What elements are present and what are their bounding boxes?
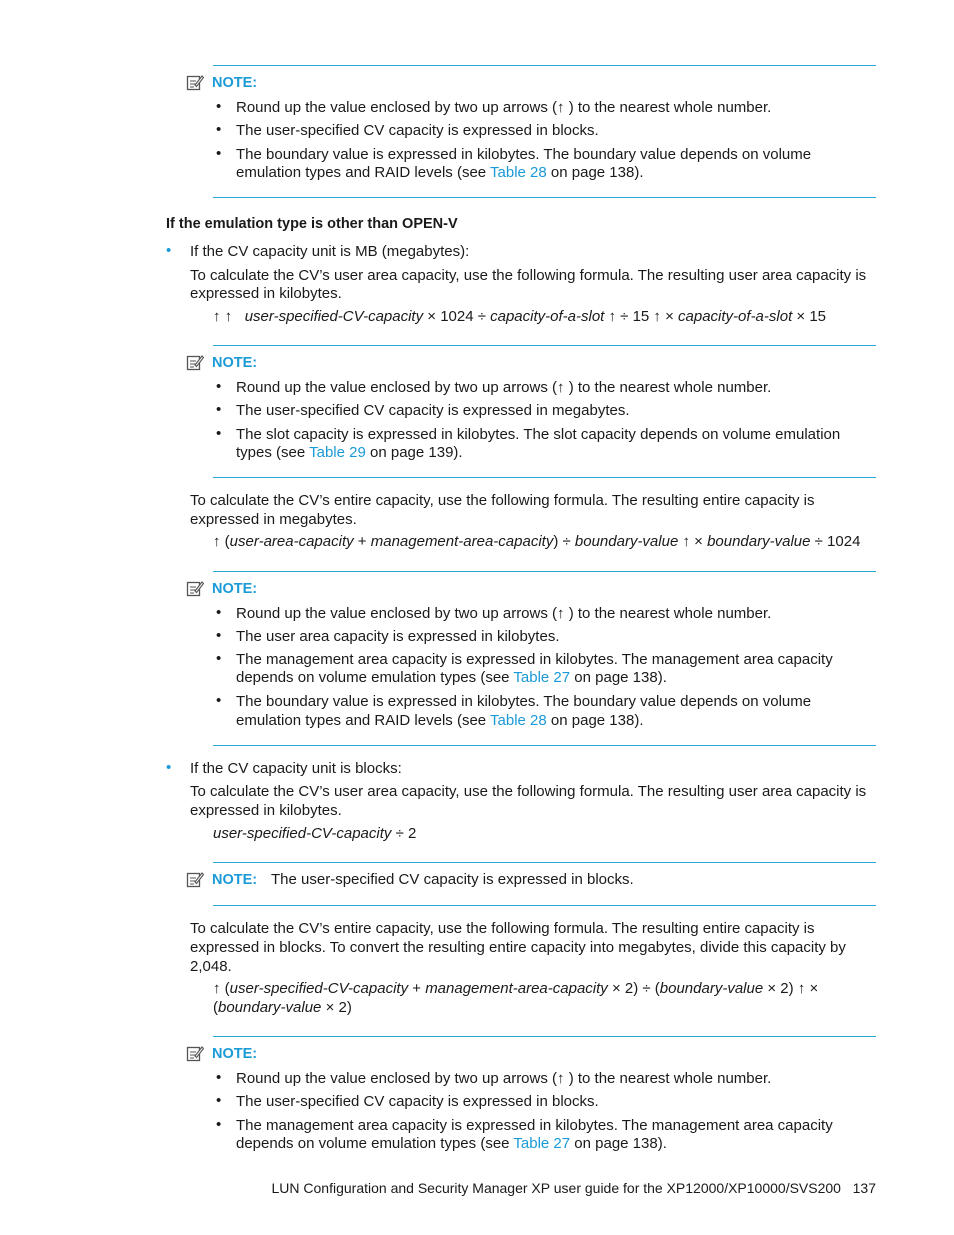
bullet-icon: • (216, 145, 222, 162)
table-27-link[interactable]: Table 27 (513, 669, 571, 686)
note-label: NOTE: (212, 74, 258, 91)
note-label: NOTE: (212, 580, 258, 597)
table-28-link[interactable]: Table 28 (490, 164, 547, 181)
note-rule-top (213, 345, 876, 346)
note-rule-bottom (213, 905, 876, 906)
note-rule-top (213, 1036, 876, 1037)
bullet-icon: • (216, 692, 222, 709)
table-29-link[interactable]: Table 29 (309, 444, 366, 461)
formula: user-specified-CV-capacity ÷ 2 (213, 825, 417, 842)
note-pencil-icon (186, 580, 204, 597)
formula: ↑ (user-specified-CV-capacity + management-area-capacity × 2) ÷ (boundary-value × 2) ↑ × (213, 980, 819, 997)
bullet-icon: • (216, 401, 222, 418)
note-header (186, 1045, 257, 1062)
paragraph: To calculate the CV’s entire capacity, use the following formula. The resulting entire capacity is (190, 920, 815, 937)
note-header (186, 580, 257, 597)
bullet-icon: • (216, 98, 222, 115)
section-bullet-text: If the CV capacity unit is MB (megabytes): (190, 243, 470, 260)
note-item-line: types (see Table 29 on page 139). (236, 444, 463, 461)
note-item: The boundary value is expressed in kilobytes. The boundary value depends on volume (236, 693, 812, 710)
paragraph: expressed in kilobytes. (190, 285, 342, 302)
note-item: Round up the value enclosed by two up arrows (↑ ) to the nearest whole number. (236, 99, 772, 116)
note-pencil-icon (186, 74, 204, 91)
bullet-icon: • (216, 425, 222, 442)
formula: ↑ ↑ user-specified-CV-capacity × 1024 ÷ capacity-of-a-slot ↑ ÷ 15 ↑ × capacity-of-a-slot × 15 (213, 308, 827, 325)
note-item: The user-specified CV capacity is expressed in megabytes. (236, 402, 630, 419)
note-item-line: depends on volume emulation types (see Table 27 on page 138). (236, 669, 667, 686)
page-footer (272, 1180, 876, 1196)
bullet-icon: • (216, 1116, 222, 1133)
paragraph: To calculate the CV’s entire capacity, use the following formula. The resulting entire capacity is (190, 492, 815, 509)
note-item: The user-specified CV capacity is expressed in blocks. (236, 122, 599, 139)
footer-title: LUN Configuration and Security Manager XP user guide for the XP12000/XP10000/SVS200 (271, 1180, 841, 1196)
note-pencil-icon (186, 1045, 204, 1062)
page-number: 137 (852, 1180, 876, 1196)
note-item: Round up the value enclosed by two up arrows (↑ ) to the nearest whole number. (236, 605, 772, 622)
bullet-icon: • (216, 1092, 222, 1109)
bullet-icon: • (216, 627, 222, 644)
note-rule-bottom (213, 197, 876, 198)
note-item: The user area capacity is expressed in kilobytes. (236, 628, 560, 645)
note-item-line: emulation types and RAID levels (see Table 28 on page 138). (236, 712, 644, 729)
note-label: NOTE: (212, 871, 258, 888)
table-27-link[interactable]: Table 27 (513, 1135, 571, 1152)
note-rule-top (213, 571, 876, 572)
note-item-line: emulation types and RAID levels (see Table 28 on page 138). (236, 164, 644, 181)
note-item: The user-specified CV capacity is expressed in blocks. (236, 1093, 599, 1110)
paragraph: expressed in blocks. To convert the resulting entire capacity into megabytes, divide this capacity by (190, 939, 846, 956)
note-pencil-icon (186, 354, 204, 371)
note-item-line: depends on volume emulation types (see Table 27 on page 138). (236, 1135, 667, 1152)
note-rule-bottom (213, 745, 876, 746)
formula: (boundary-value × 2) (213, 999, 352, 1016)
paragraph: expressed in megabytes. (190, 511, 357, 528)
bullet-icon: • (216, 378, 222, 395)
note-item: The boundary value is expressed in kilobytes. The boundary value depends on volume (236, 146, 812, 163)
note-header (186, 354, 257, 371)
note-rule-top (213, 862, 876, 863)
bullet-icon: • (216, 1069, 222, 1086)
bullet-icon: • (216, 121, 222, 138)
paragraph: To calculate the CV’s user area capacity, use the following formula. The resulting user area capacity is (190, 783, 867, 800)
note-rule-bottom (213, 477, 876, 478)
paragraph: expressed in kilobytes. (190, 802, 342, 819)
note-text: The user-specified CV capacity is expressed in blocks. (271, 871, 634, 888)
bullet-icon: • (166, 759, 172, 776)
note-label: NOTE: (212, 1045, 258, 1062)
note-rule-top (213, 65, 876, 66)
note-header (186, 74, 257, 91)
note-item: Round up the value enclosed by two up arrows (↑ ) to the nearest whole number. (236, 1070, 772, 1087)
note-item: The management area capacity is expressed in kilobytes. The management area capacity (236, 1117, 833, 1134)
bullet-icon: • (166, 242, 172, 259)
bullet-icon: • (216, 604, 222, 621)
paragraph: To calculate the CV’s user area capacity, use the following formula. The resulting user area capacity is (190, 267, 867, 284)
note-pencil-icon (186, 871, 204, 888)
section-heading: If the emulation type is other than OPEN-V (166, 216, 458, 232)
note-header (186, 871, 257, 888)
formula: ↑ (user-area-capacity + management-area-capacity) ÷ boundary-value ↑ × boundary-value ÷ 1024 (213, 533, 861, 550)
note-item: The management area capacity is expressed in kilobytes. The management area capacity (236, 651, 833, 668)
section-bullet-text: If the CV capacity unit is blocks: (190, 760, 402, 777)
bullet-icon: • (216, 650, 222, 667)
paragraph: 2,048. (190, 958, 232, 975)
note-item: Round up the value enclosed by two up arrows (↑ ) to the nearest whole number. (236, 379, 772, 396)
note-label: NOTE: (212, 354, 258, 371)
table-28-link[interactable]: Table 28 (490, 712, 547, 729)
note-item: The slot capacity is expressed in kilobytes. The slot capacity depends on volume emulation (236, 426, 841, 443)
